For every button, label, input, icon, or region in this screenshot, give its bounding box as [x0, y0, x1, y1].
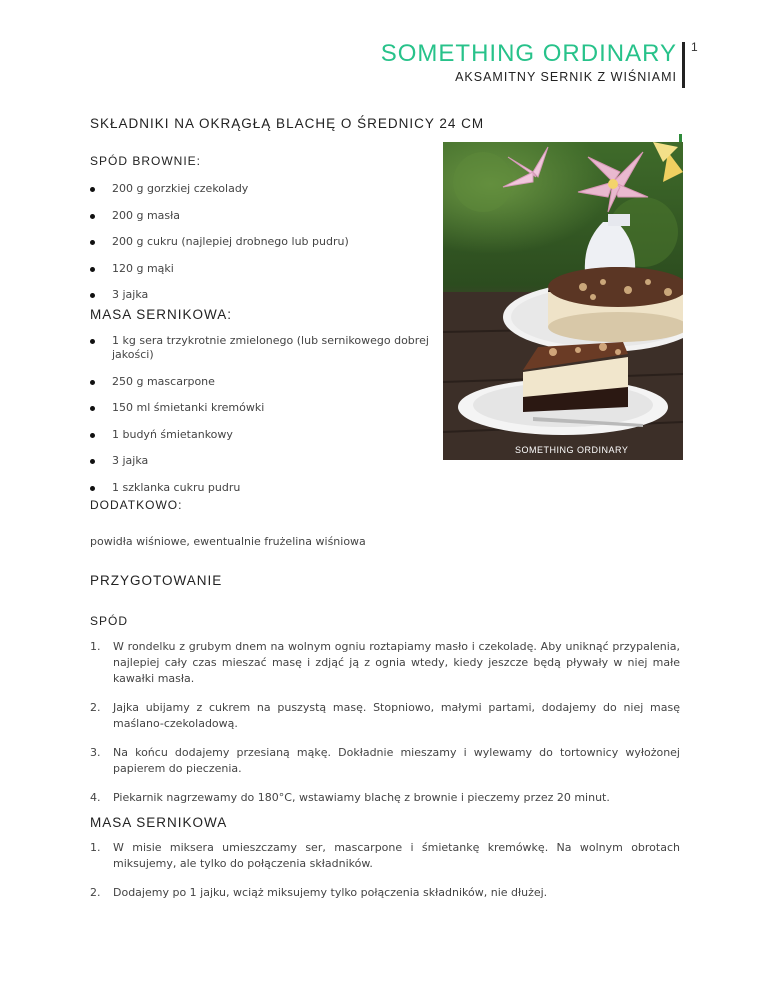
step-item — [90, 745, 680, 777]
ingredient-item: 1 budyń śmietankowy — [90, 428, 435, 442]
page-header — [381, 40, 677, 84]
step-number: 3. — [90, 746, 101, 759]
step-number: 4. — [90, 791, 101, 804]
ingredient-item: 150 ml śmietanki kremówki — [90, 401, 435, 415]
ingredient-item: 3 jajka — [90, 288, 420, 302]
step-number: 1. — [90, 841, 101, 854]
extras-text: powidła wiśniowe, ewentualnie frużelina wiśniowa — [90, 535, 366, 548]
step-number: 2. — [90, 886, 101, 899]
step-number: 2. — [90, 701, 101, 714]
ingredient-item: 1 kg sera trzykrotnie zmielonego (lub sernikowego dobrej jakości) — [90, 334, 435, 362]
step-text: Dodajemy po 1 jajku, wciąż miksujemy tylko połączenia składników, nie dłużej. — [113, 886, 548, 899]
page-number: 1 — [691, 40, 698, 54]
step-item — [90, 840, 680, 872]
ingredient-item: 200 g cukru (najlepiej drobnego lub pudru) — [90, 235, 420, 249]
cheese-heading: MASA SERNIKOWA: — [90, 307, 233, 322]
base-steps-heading: SPÓD — [90, 614, 129, 628]
cheese-ingredients-list — [90, 334, 435, 507]
step-item — [90, 790, 680, 806]
ingredient-item: 1 szklanka cukru pudru — [90, 481, 435, 495]
ingredients-heading: SKŁADNIKI NA OKRĄGŁĄ BLACHĘ O ŚREDNICY 24 CM — [90, 116, 485, 131]
header-divider — [682, 42, 685, 88]
ingredient-item: 120 g mąki — [90, 262, 420, 276]
base-steps-list — [90, 639, 680, 819]
brownie-heading: SPÓD BROWNIE: — [90, 154, 202, 168]
step-text: Na końcu dodajemy przesianą mąkę. Dokładnie mieszamy i wylewamy do tortownicy wyłożonej papierem do pieczenia. — [113, 746, 680, 775]
ingredient-item: 3 jajka — [90, 454, 435, 468]
recipe-subtitle: AKSAMITNY SERNIK Z WIŚNIAMI — [455, 70, 677, 84]
photo-marker — [679, 134, 682, 142]
brownie-ingredients-list — [90, 182, 420, 315]
step-text: W rondelku z grubym dnem na wolnym ogniu roztapiamy masło i czekoladę. Aby uniknąć przypalenia, najlepiej cały czas mieszać masę i zdjąć ją z ognia wtedy, kiedy jeszcze będą pływały w niej małe kawałki masła. — [113, 640, 680, 685]
step-item — [90, 639, 680, 687]
photo-watermark: SOMETHING ORDINARY — [515, 445, 629, 455]
step-text: W misie miksera umieszczamy ser, mascarpone i śmietankę kremówkę. Na wolnym obrotach miksujemy, ale tylko do połączenia składników. — [113, 841, 680, 870]
ingredient-item: 200 g gorzkiej czekolady — [90, 182, 420, 196]
extras-heading: DODATKOWO: — [90, 498, 183, 512]
ingredient-item: 200 g masła — [90, 209, 420, 223]
brand-title: SOMETHING ORDINARY — [380, 40, 677, 67]
ingredient-item: 250 g mascarpone — [90, 375, 435, 389]
preparation-heading: PRZYGOTOWANIE — [90, 573, 223, 588]
cheese-steps-list — [90, 840, 680, 914]
step-item — [90, 885, 680, 901]
step-number: 1. — [90, 640, 101, 653]
cheese-steps-heading: MASA SERNIKOWA — [90, 815, 228, 830]
step-text: Piekarnik nagrzewamy do 180°C, wstawiamy blachę z brownie i pieczemy przez 20 minut. — [113, 791, 610, 804]
step-text: Jajka ubijamy z cukrem na puszystą masę. Stopniowo, małymi partami, dodajemy do niej masę maślano-czekoladową. — [113, 701, 680, 730]
step-item — [90, 700, 680, 732]
cheesecake-photo — [443, 142, 683, 460]
